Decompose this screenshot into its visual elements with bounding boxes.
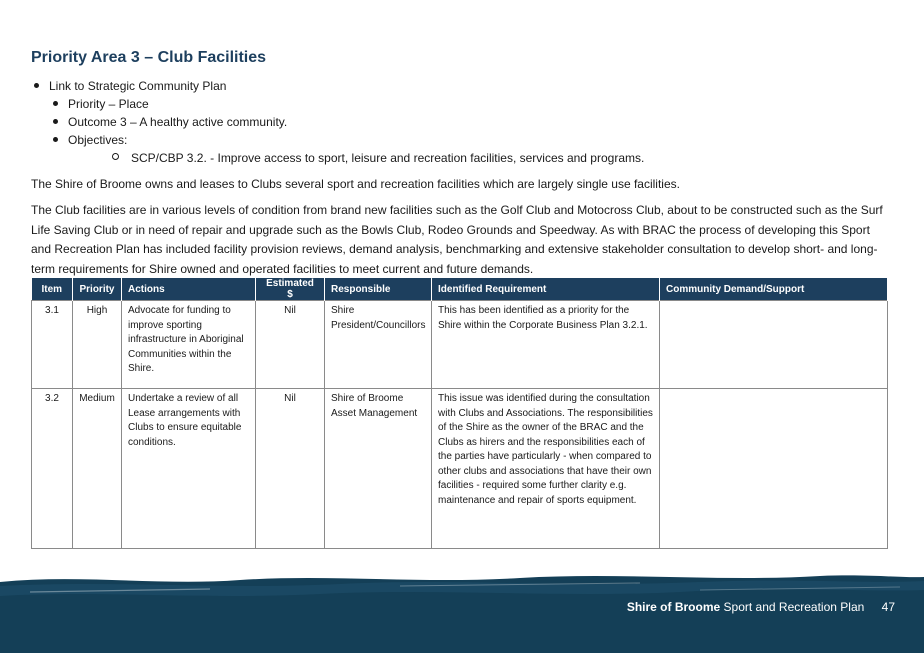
header-estimated: Estimated $	[256, 278, 325, 301]
bullet-priority	[31, 95, 644, 113]
header-actions: Actions	[122, 278, 256, 301]
cell-responsible: Shire President/Councillors	[325, 301, 432, 389]
cell-requirement: This issue was identified during the consultation with Clubs and Associations. The responsibilities of the Shire as the owner of the BRAC and the Clubs as hirers and the responsibilities each of the parties have particularly - when compared to other clubs and associations that have their own facilities - required some further clarity e.g. maintenance and repair of sports equipment.	[432, 389, 660, 549]
cell-responsible: Shire of Broome Asset Management	[325, 389, 432, 549]
footer-org: Shire of Broome	[626, 600, 721, 614]
cell-demand	[660, 301, 888, 389]
bullet-text: Link to Strategic Community Plan	[49, 79, 227, 93]
bullet-objectives	[31, 131, 644, 149]
footer-doc-title: Sport and Recreation Plan	[723, 600, 865, 614]
cell-actions: Undertake a review of all Lease arrangements with Clubs to ensure equitable conditions.	[122, 389, 256, 549]
bullet-text: Priority – Place	[68, 97, 149, 111]
bullet-dot-icon	[53, 119, 58, 124]
bullet-objective-item	[31, 149, 644, 167]
cell-estimated: Nil	[256, 301, 325, 389]
bullet-circle-icon	[112, 153, 119, 160]
table-row	[32, 389, 888, 549]
bullet-list	[31, 77, 644, 167]
page-title: Priority Area 3 – Club Facilities	[31, 49, 267, 66]
page-number: 47	[881, 600, 895, 614]
cell-estimated: Nil	[256, 389, 325, 549]
bullet-text: Objectives:	[68, 133, 128, 147]
bullet-dot-icon	[53, 101, 58, 106]
footer-caption	[627, 600, 895, 614]
actions-table	[31, 278, 888, 549]
table-header-row	[32, 278, 888, 301]
bullet-text: Outcome 3 – A healthy active community.	[68, 115, 288, 129]
cell-priority: High	[73, 301, 122, 389]
header-priority: Priority	[73, 278, 122, 301]
cell-priority: Medium	[73, 389, 122, 549]
cell-actions: Advocate for funding to improve sporting infrastructure in Aboriginal Communities within the Shire.	[122, 301, 256, 389]
cell-requirement: This has been identified as a priority for the Shire within the Corporate Business Plan 3.2.1.	[432, 301, 660, 389]
table-row	[32, 301, 888, 389]
header-requirement: Identified Requirement	[432, 278, 660, 301]
bullet-dot-icon	[53, 137, 58, 142]
header-demand: Community Demand/Support	[660, 278, 888, 301]
header-item: Item	[32, 278, 73, 301]
cell-demand	[660, 389, 888, 549]
paragraph-facilities: The Club facilities are in various levels of condition from brand new facilities such as the Golf Club and Motocross Club, about to be constructed such as the Surf Life Saving Club or in need of repair and upgrade such as the Bowls Club, Rodeo Grounds and Speedway. As with BRAC the process of developing this Sport and Recreation Plan has included facility provision reviews, demand analysis, benchmarking and extensive stakeholder consultation to develop short- and long-term requirements for Shire owned and operated facilities to meet current and future demands.	[31, 203, 883, 276]
paragraph-intro: The Shire of Broome owns and leases to Clubs several sport and recreation facilities which are largely single use facilities.	[31, 177, 680, 191]
cell-item: 3.2	[32, 389, 73, 549]
header-responsible: Responsible	[325, 278, 432, 301]
bullet-link	[31, 77, 644, 95]
footer-band	[0, 572, 924, 653]
cell-item: 3.1	[32, 301, 73, 389]
bullet-text: SCP/CBP 3.2. - Improve access to sport, leisure and recreation facilities, services and programs.	[131, 151, 645, 165]
bullet-dot-icon	[34, 83, 39, 88]
bullet-outcome	[31, 113, 644, 131]
